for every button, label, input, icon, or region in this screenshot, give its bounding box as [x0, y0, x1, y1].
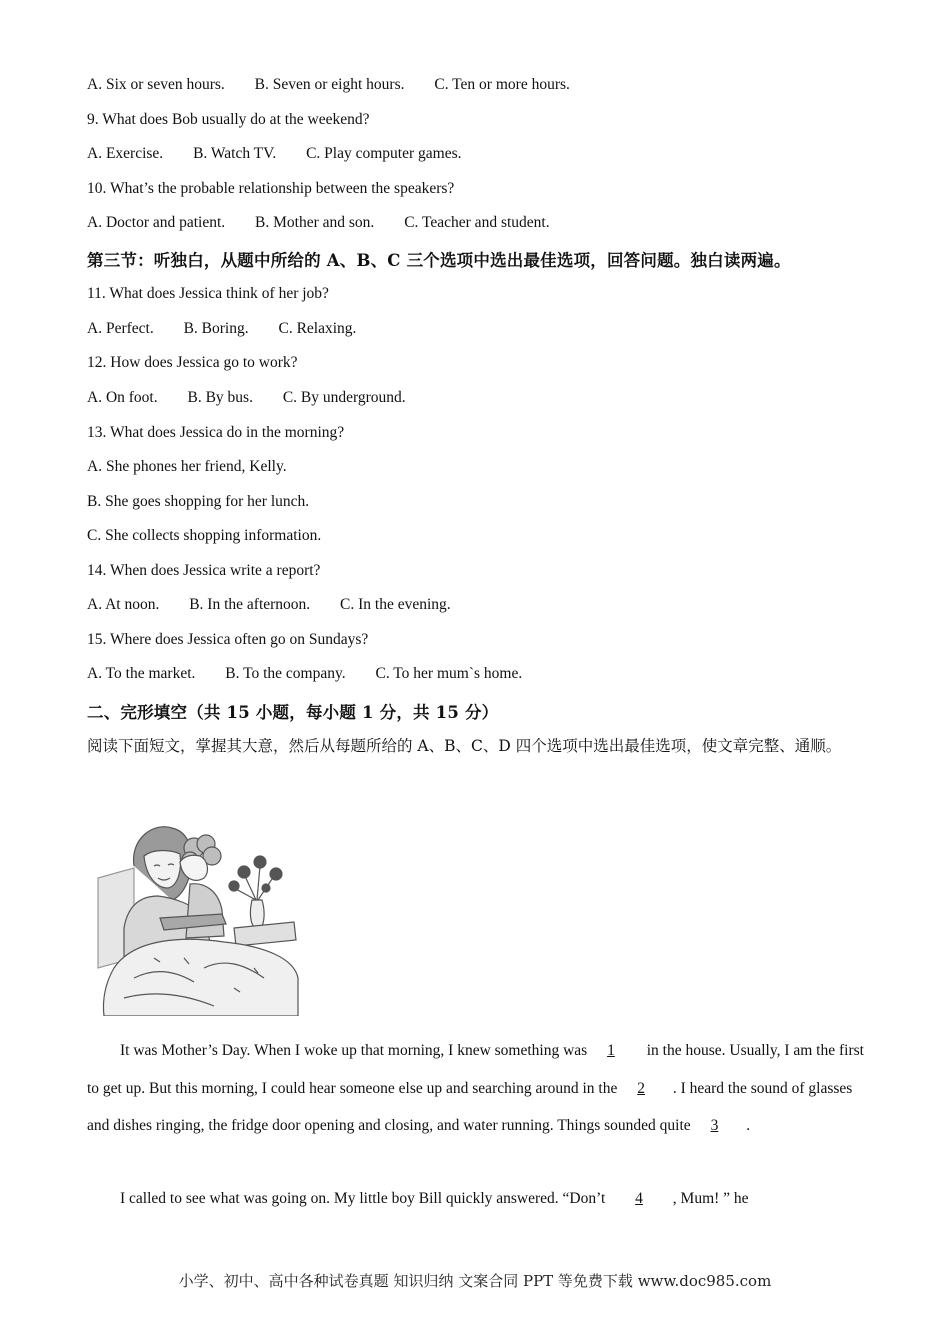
option: B. In the afternoon. — [189, 596, 311, 613]
passage-text: It was Mother’s Day. When I woke up that morning, I knew something was — [120, 1042, 588, 1059]
blank-3 — [695, 1117, 743, 1134]
q9-options — [87, 145, 462, 163]
option: A. At noon. — [87, 596, 160, 613]
option: C. Relaxing. — [278, 320, 357, 337]
q15-options — [87, 665, 522, 683]
option: B. Boring. — [183, 320, 249, 337]
q8-options — [87, 76, 570, 94]
passage-text: . — [746, 1117, 751, 1134]
q13-option-a: A. She phones her friend, Kelly. — [87, 458, 287, 475]
blank-number: 2 — [637, 1079, 645, 1097]
option: C. By underground. — [282, 389, 406, 406]
passage-text: I called to see what was going on. My little boy Bill quickly answered. “Don’t — [120, 1190, 606, 1207]
page-footer: 小学、初中、高中各种试卷真题 知识归纳 文案合同 PPT 等免费下载 www.doc985.com — [178, 1272, 772, 1290]
q13-option-c: C. She collects shopping information. — [87, 527, 322, 544]
option: C. In the evening. — [340, 596, 451, 613]
option: B. Watch TV. — [193, 145, 277, 162]
question-14: 14. When does Jessica write a report? — [87, 562, 321, 579]
question-12: 12. How does Jessica go to work? — [87, 354, 298, 371]
q13-option-b: B. She goes shopping for her lunch. — [87, 493, 310, 510]
passage-paragraph-2 — [87, 1180, 865, 1218]
question-9: 9. What does Bob usually do at the weekend? — [87, 111, 370, 128]
q14-options — [87, 596, 451, 614]
question-10: 10. What’s the probable relationship between the speakers? — [87, 180, 455, 197]
blank-number: 4 — [635, 1190, 643, 1207]
q10-options — [87, 214, 550, 232]
option: A. To the market. — [87, 665, 196, 682]
section3-heading: 第三节：听独白，从题中所给的 A、B、C 三个选项中选出最佳选项，回答问题。独白读两遍。 — [87, 251, 791, 270]
question-13: 13. What does Jessica do in the morning? — [87, 424, 345, 441]
blank-2 — [621, 1080, 669, 1097]
blank-1 — [591, 1042, 643, 1059]
q12-options — [87, 389, 406, 407]
option: B. Mother and son. — [255, 214, 375, 231]
passage-paragraph-1 — [87, 1032, 865, 1145]
part2-instruction: 阅读下面短文，掌握其大意，然后从每题所给的 A、B、C、D 四个选项中选出最佳选项，使文章完整、通顺。 — [87, 737, 842, 755]
option: C. Teacher and student. — [404, 214, 550, 231]
question-15: 15. Where does Jessica often go on Sundays? — [87, 631, 369, 648]
blank-4 — [609, 1190, 669, 1207]
option: C. To her mum`s home. — [375, 665, 523, 682]
blank-number: 1 — [607, 1042, 615, 1059]
blank-number: 3 — [710, 1117, 719, 1134]
option: A. Six or seven hours. — [87, 76, 225, 93]
passage-text: . I heard the sound of glasses and dishes ringing, the fridge door opening and closing, and water running. Things sounded quite — [87, 1079, 853, 1134]
option: B. By bus. — [187, 389, 253, 406]
option: B. To the company. — [225, 665, 346, 682]
q11-options — [87, 320, 356, 338]
option: A. Doctor and patient. — [87, 214, 226, 231]
passage-text: , Mum! ” he — [672, 1190, 749, 1207]
option: A. On foot. — [87, 389, 158, 406]
option: A. Exercise. — [87, 145, 164, 162]
option: C. Play computer games. — [306, 145, 462, 162]
part2-heading: 二、完形填空（共 15 小题，每小题 1 分，共 15 分） — [87, 703, 499, 722]
option: B. Seven or eight hours. — [254, 76, 405, 93]
option: A. Perfect. — [87, 320, 154, 337]
option: C. Ten or more hours. — [434, 76, 570, 93]
mother-child-illustration — [94, 818, 299, 1016]
question-11: 11. What does Jessica think of her job? — [87, 285, 329, 302]
passage-text: in the house. Usually, I am the first to get up. But this morning, I could hear someone else up and searching around in the — [87, 1042, 864, 1097]
